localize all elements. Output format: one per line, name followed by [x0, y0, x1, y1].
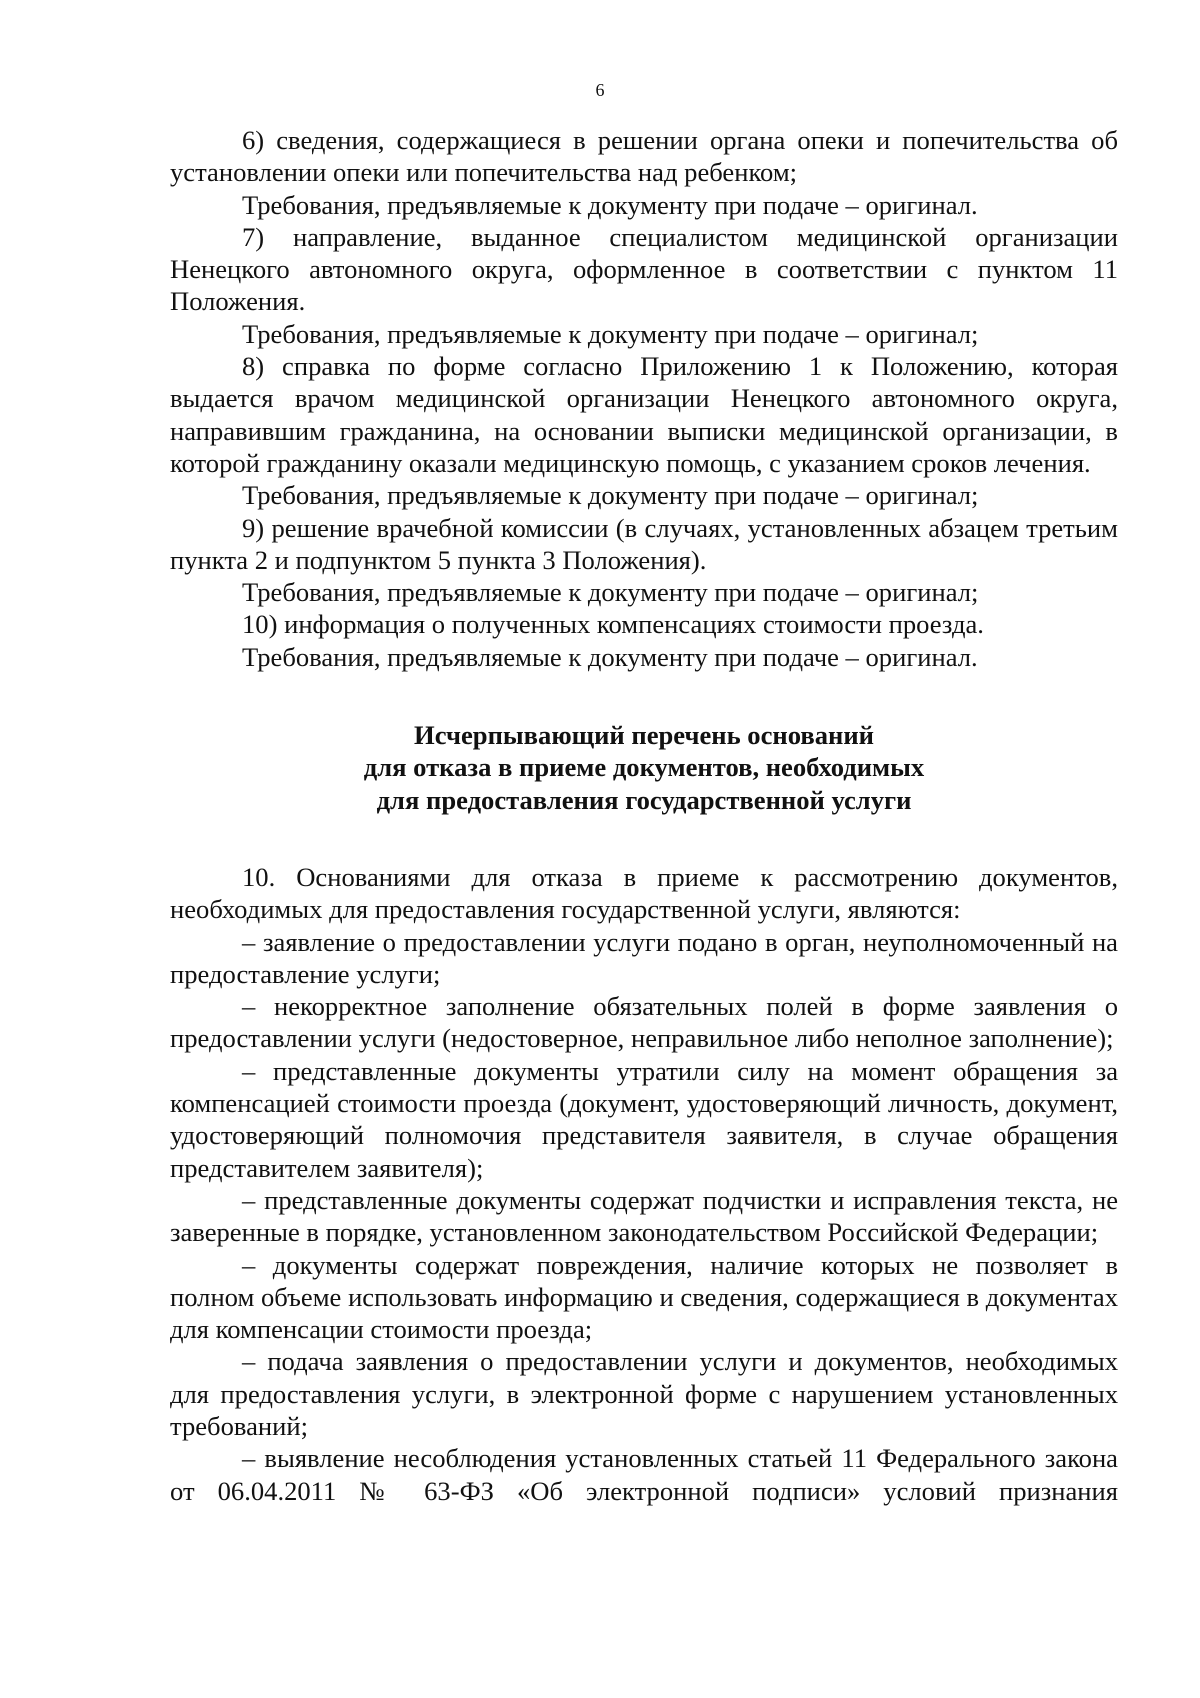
paragraph-item-10: 10) информация о полученных компенсациях стоимости проезда.	[242, 609, 984, 640]
list-item-ground: – документы содержат повреждения, наличие которых не позволяет в полном объеме использовать информацию и сведения, содержащиеся в документах для компенсации стоимости проезда;	[170, 1249, 1118, 1345]
paragraph-item-7: 7) направление, выданное специалистом медицинской организации Ненецкого автономного округа, оформленное в соответствии с пунктом 11 Положения.	[170, 221, 1118, 317]
list-item-ground: – выявление несоблюдения установленных статьей 11 Федерального закона от 06.04.2011 № 63-ФЗ «Об электронной подписи» условий признания	[170, 1443, 1118, 1506]
paragraph-item-9: 9) решение врачебной комиссии (в случаях, установленных абзацем третьим пункта 2 и подпунктом 5 пункта 3 Положения).	[170, 512, 1118, 575]
list-item-ground: – представленные документы утратили силу на момент обращения за компенсацией стоимости проезда (документ, удостоверяющий личность, документ, удостоверяющий полномочия представителя заявителя, в случае обращения представителем заявителя);	[170, 1055, 1118, 1183]
paragraph-item-6: 6) сведения, содержащиеся в решении органа опеки и попечительства об установлении опеки или попечительства над ребенком;	[170, 125, 1118, 188]
paragraph-requirement: Требования, предъявляемые к документу при подаче – оригинал.	[242, 189, 978, 220]
list-item-ground: – подача заявления о предоставлении услуги и документов, необходимых для предоставления услуги, в электронной форме с нарушением установленных требований;	[170, 1346, 1118, 1441]
list-item-ground: – некорректное заполнение обязательных полей в форме заявления о предоставлении услуги (недостоверное, неправильное либо неполное заполнение);	[170, 991, 1118, 1054]
list-item-ground: – представленные документы содержат подчистки и исправления текста, не заверенные в порядке, установленном законодательством Российской Федерации;	[170, 1184, 1118, 1248]
heading-line-1: Исчерпывающий перечень оснований	[414, 720, 874, 751]
paragraph-item-8: 8) справка по форме согласно Приложению 1 к Положению, которая выдается врачом медицинской организации Ненецкого автономного округа, направившим гражданина, на основании выписки медицинской организации, в которой гражданину оказали медицинскую помощь, с указанием сроков лечения.	[170, 351, 1118, 478]
list-item-ground: – заявление о предоставлении услуги подано в орган, неуполномоченный на предоставление услуги;	[170, 926, 1118, 989]
section-heading	[170, 719, 1118, 816]
paragraph-clause-10: 10. Основаниями для отказа в приеме к рассмотрению документов, необходимых для предоставления государственной услуги, являются:	[170, 861, 1118, 925]
document-body	[170, 124, 1118, 1507]
paragraph-requirement: Требования, предъявляемые к документу при подаче – оригинал.	[242, 641, 978, 672]
heading-line-2: для отказа в приеме документов, необходимых	[363, 752, 925, 783]
paragraph-requirement: Требования, предъявляемые к документу при подаче – оригинал;	[242, 577, 979, 608]
paragraph-requirement: Требования, предъявляемые к документу при подаче – оригинал;	[242, 318, 979, 349]
heading-line-3: для предоставления государственной услуги	[376, 784, 912, 815]
page-number: 6	[595, 80, 605, 100]
paragraph-requirement: Требования, предъявляемые к документу при подаче – оригинал;	[242, 480, 979, 511]
